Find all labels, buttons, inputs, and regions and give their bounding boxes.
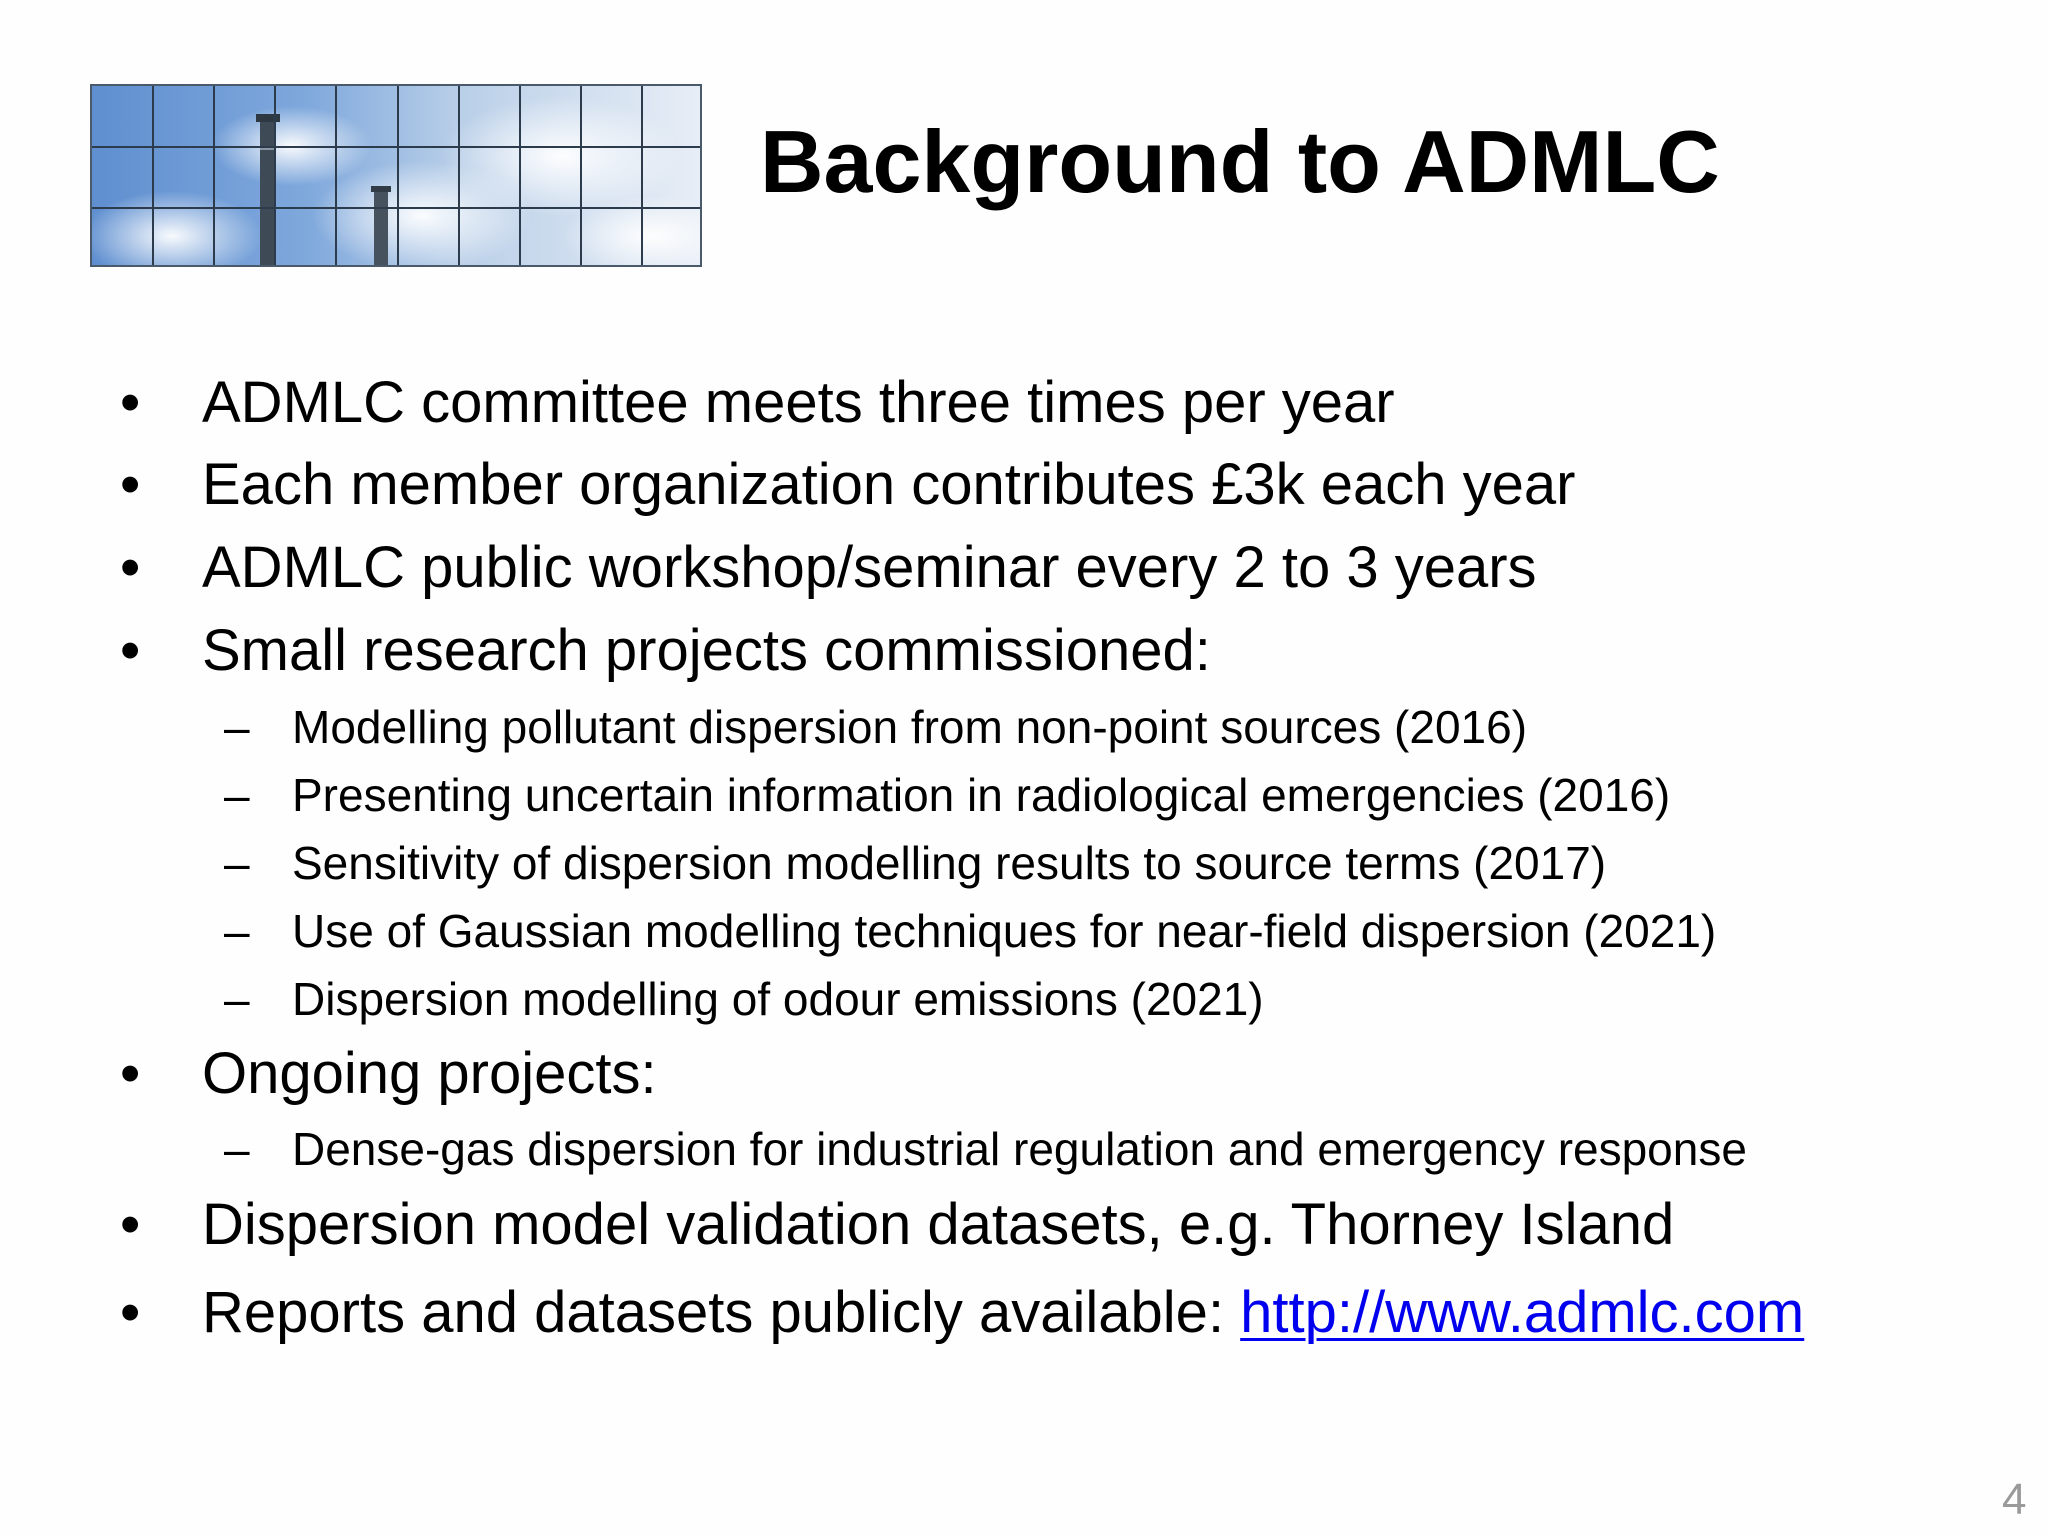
page-number: 4 bbox=[2002, 1475, 2027, 1524]
sub-bullet-marker: – bbox=[224, 701, 250, 753]
sub-bullet-marker: – bbox=[224, 1123, 250, 1175]
sub-bullet-text: Dense-gas dispersion for industrial regulation and emergency response bbox=[292, 1123, 1747, 1175]
bullet-marker: • bbox=[120, 452, 141, 517]
sub-bullet-text: Sensitivity of dispersion modelling results to source terms (2017) bbox=[292, 837, 1607, 889]
admlc-logo-image bbox=[90, 84, 702, 267]
sub-bullet-marker: – bbox=[224, 837, 250, 889]
bullet-text: ADMLC committee meets three times per year bbox=[202, 370, 1395, 435]
bullet-marker: • bbox=[120, 1280, 141, 1345]
admlc-website-link[interactable]: http://www.admlc.com bbox=[1240, 1280, 1805, 1345]
bullet-text: Each member organization contributes £3k each year bbox=[202, 452, 1576, 517]
bullet-text: ADMLC public workshop/seminar every 2 to 3 years bbox=[202, 535, 1537, 600]
bullet-marker: • bbox=[120, 1192, 141, 1257]
sub-bullet-marker: – bbox=[224, 905, 250, 957]
bullet-marker: • bbox=[120, 618, 141, 683]
sub-bullet-text: Presenting uncertain information in radiological emergencies (2016) bbox=[292, 769, 1671, 821]
sub-bullet-marker: – bbox=[224, 973, 250, 1025]
sub-bullet-text: Dispersion modelling of odour emissions (2021) bbox=[292, 973, 1264, 1025]
bullet-text: Small research projects commissioned: bbox=[202, 618, 1211, 683]
bullet-marker: • bbox=[120, 370, 141, 435]
sub-bullet-text: Use of Gaussian modelling techniques for near-field dispersion (2021) bbox=[292, 905, 1717, 957]
bullet-text-prefix: Reports and datasets publicly available: bbox=[202, 1280, 1241, 1345]
bullet-marker: • bbox=[120, 1041, 141, 1106]
sub-bullet-marker: – bbox=[224, 769, 250, 821]
bullet-text: Dispersion model validation datasets, e.g. Thorney Island bbox=[202, 1192, 1675, 1257]
sub-bullet-text: Modelling pollutant dispersion from non-point sources (2016) bbox=[292, 701, 1528, 753]
slide-title: Background to ADMLC bbox=[760, 112, 1720, 211]
bullet-marker: • bbox=[120, 535, 141, 600]
bullet-text bbox=[202, 1280, 1805, 1345]
bullet-text: Ongoing projects: bbox=[202, 1041, 657, 1106]
